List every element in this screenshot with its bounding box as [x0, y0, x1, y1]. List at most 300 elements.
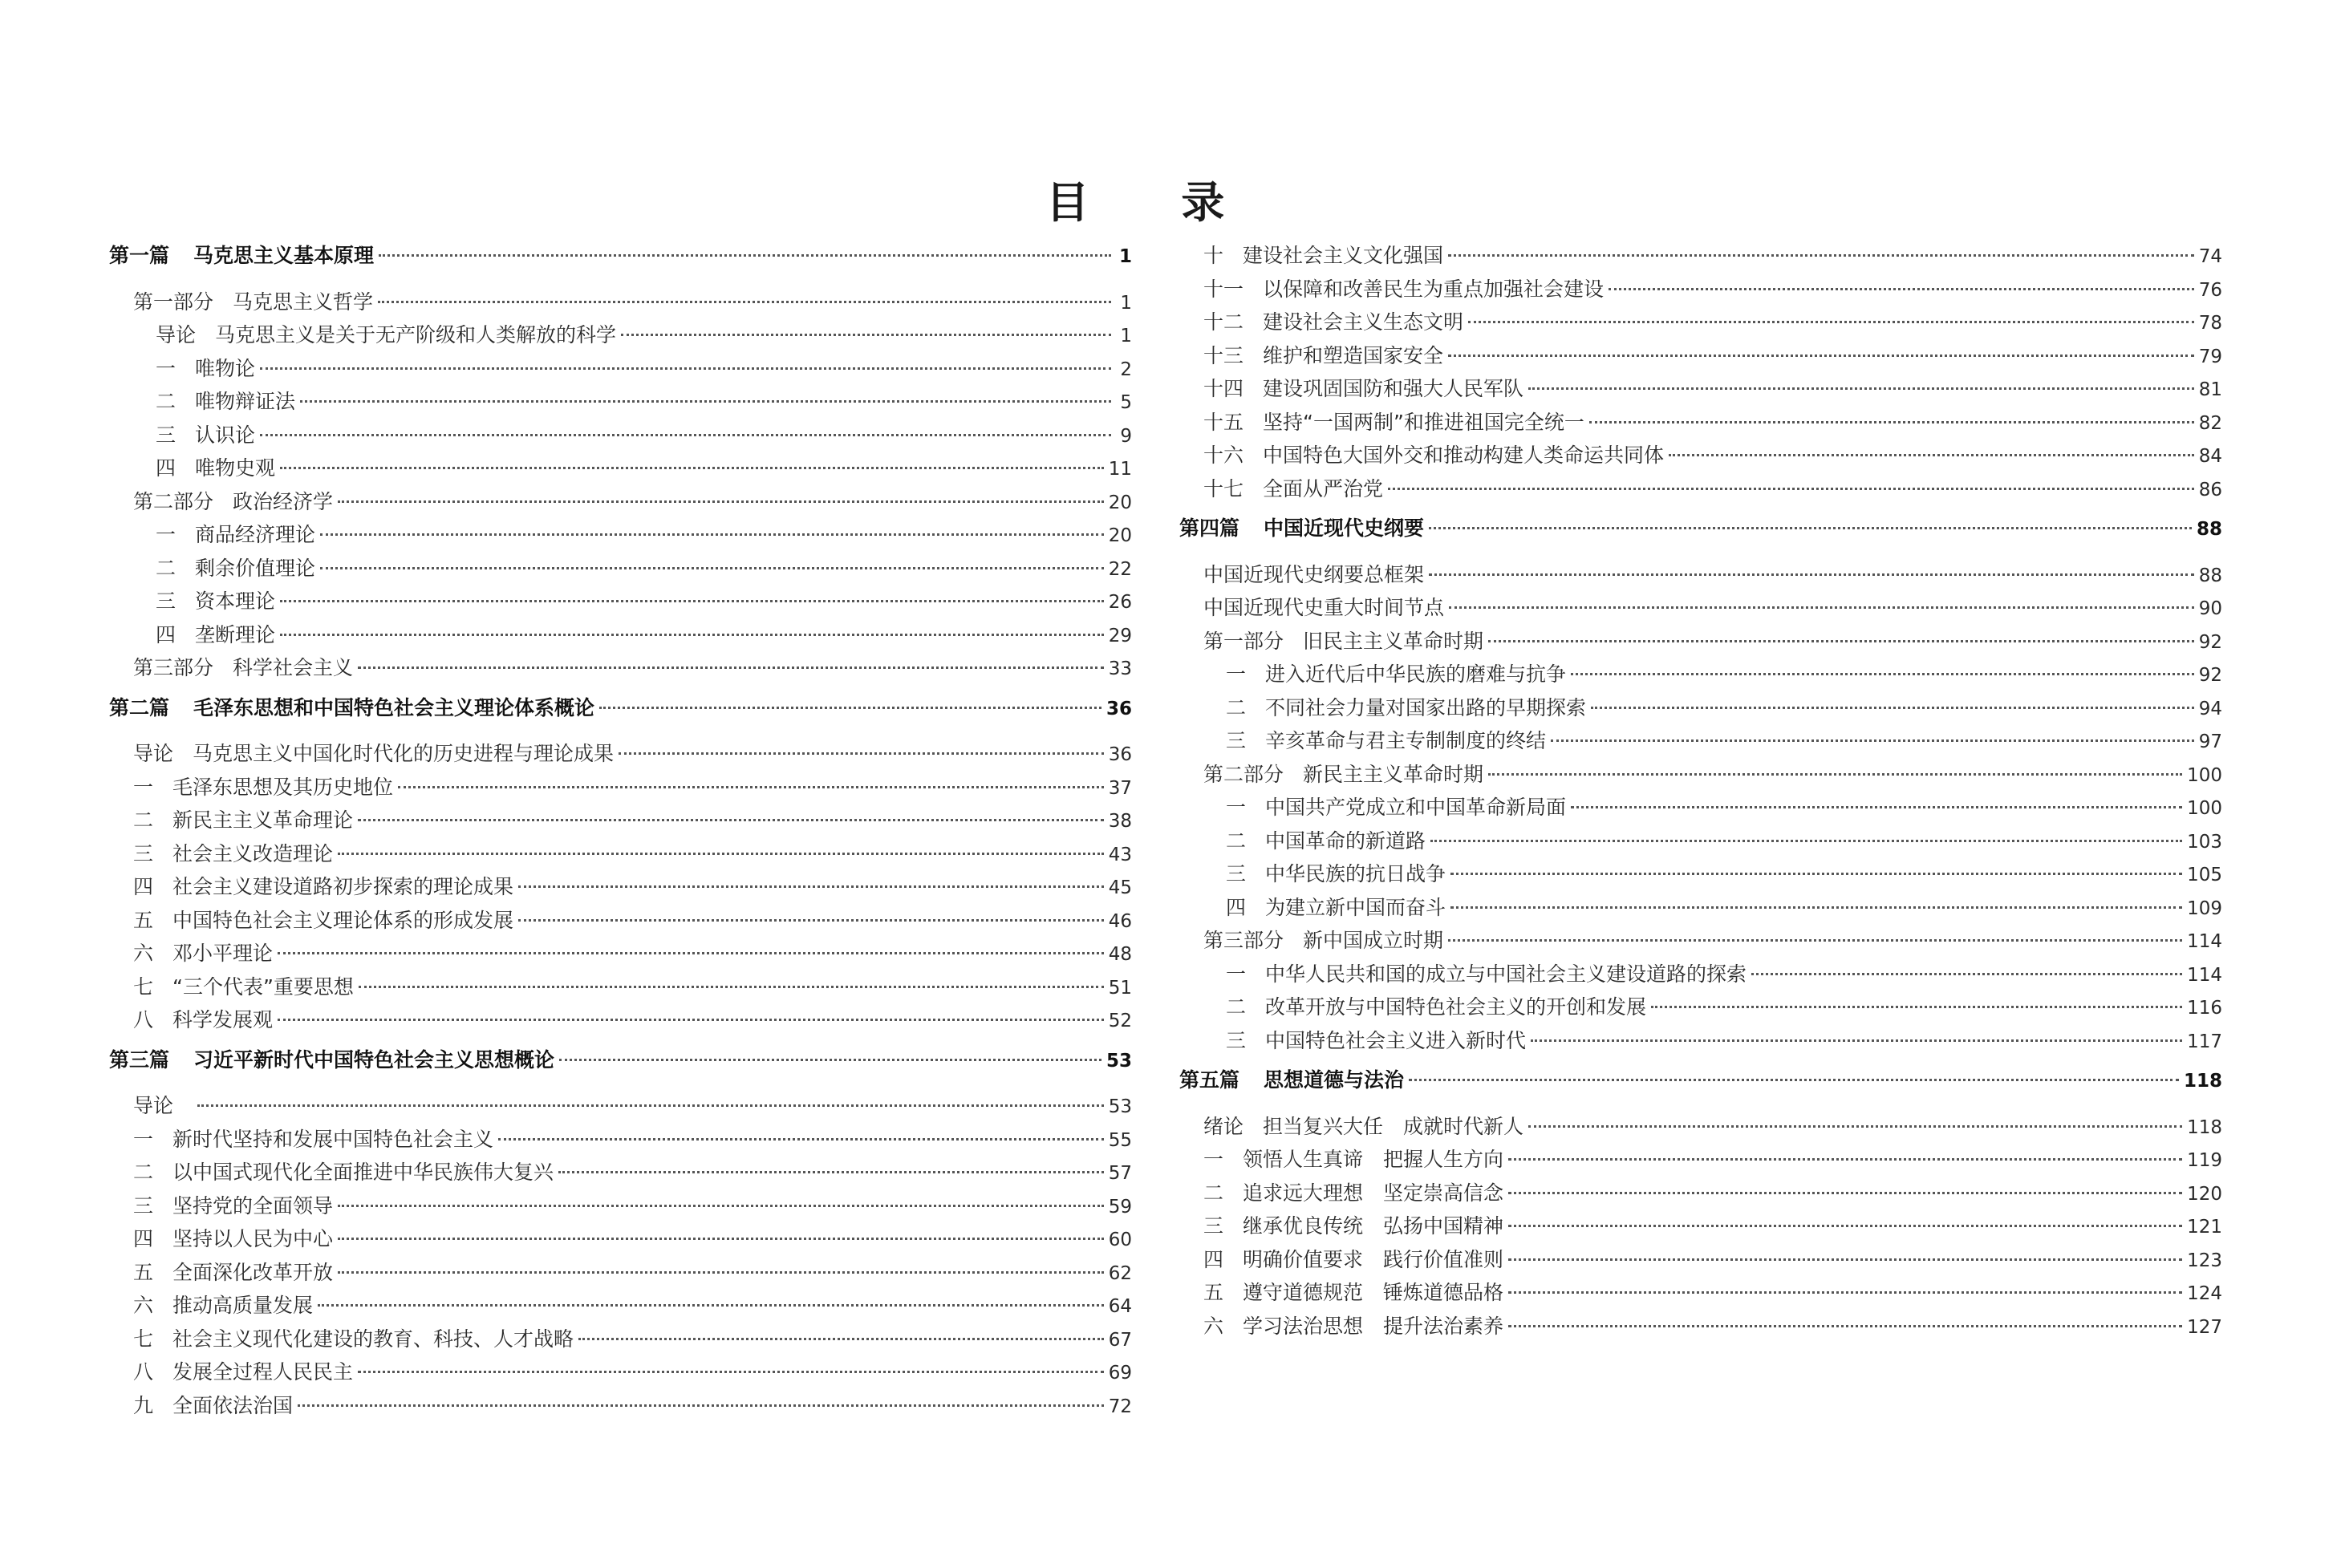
toc-entry-number: 四: [133, 875, 154, 898]
toc-entry[interactable]: [109, 318, 1132, 352]
toc-page-number: 72: [1108, 1396, 1132, 1417]
toc-page-number: 118: [2183, 1071, 2222, 1092]
dot-leader: [1430, 840, 2182, 842]
toc-entry[interactable]: [1179, 758, 2222, 792]
toc-entry-number: 七: [133, 1327, 154, 1351]
toc-entry-number: 十六: [1203, 444, 1244, 467]
toc-entry[interactable]: [1179, 558, 2222, 592]
toc-page-number: 9: [1120, 425, 1132, 447]
toc-entry-number: 第一部分: [133, 290, 214, 314]
dot-leader: [280, 634, 1104, 636]
toc-entry-number: 三: [1226, 1028, 1247, 1052]
toc-page-number: 2: [1120, 359, 1132, 380]
toc-entry-title: 马克思主义哲学: [233, 290, 374, 314]
toc-page-number: 53: [1108, 1096, 1132, 1117]
toc-entry-title: 明确价值要求 践行价值准则: [1243, 1247, 1504, 1271]
toc-entry-title: 为建立新中国而奋斗: [1265, 895, 1446, 919]
toc-page-number: 67: [1108, 1329, 1132, 1351]
toc-entry[interactable]: [1179, 691, 2222, 725]
toc-entry[interactable]: [1179, 273, 2222, 306]
toc-entry-number: 三: [156, 423, 176, 447]
toc-entry[interactable]: [109, 1389, 1132, 1423]
toc-page-number: 117: [2187, 1031, 2222, 1052]
toc-page-number: 48: [1108, 944, 1132, 965]
toc-page-number: 114: [2187, 964, 2222, 986]
toc-entry-title: 全面依法治国: [172, 1393, 294, 1417]
toc-entry-number: 第二部分: [133, 489, 214, 513]
toc-page-number: 20: [1108, 492, 1132, 513]
toc-page-number: 114: [2187, 931, 2222, 952]
toc-entry-title: 资本理论: [195, 590, 276, 613]
dot-leader: [1651, 1006, 2182, 1008]
toc-page-number: 84: [2198, 446, 2222, 467]
dot-leader: [197, 1104, 1104, 1107]
toc-entry[interactable]: [109, 771, 1132, 804]
toc-entry-number: 导论: [133, 742, 174, 765]
toc-entry-title: 毛泽东思想和中国特色社会主义理论体系概论: [193, 695, 595, 719]
dot-leader: [1751, 973, 2182, 975]
dot-leader: [498, 1138, 1104, 1141]
toc-page-number: 127: [2187, 1316, 2222, 1338]
toc-entry-title: 习近平新时代中国特色社会主义思想概论: [193, 1047, 555, 1072]
dot-leader: [1551, 739, 2194, 742]
toc-page-number: 100: [2187, 764, 2222, 786]
dot-leader: [398, 786, 1104, 788]
toc-entry[interactable]: [109, 419, 1132, 452]
toc-entry-title: “三个代表”重要思想: [172, 974, 354, 999]
toc-entry-number: 一: [1226, 962, 1247, 986]
dot-leader: [1508, 1225, 2182, 1227]
toc-part-heading[interactable]: [1179, 512, 2222, 545]
toc-entry[interactable]: [1179, 472, 2222, 506]
toc-entry[interactable]: [1179, 791, 2222, 825]
toc-entry-number: 九: [133, 1393, 154, 1417]
dot-leader: [1488, 773, 2182, 776]
dot-leader: [1531, 1039, 2182, 1042]
toc-page-number: 92: [2198, 665, 2222, 686]
toc-page-number: 118: [2187, 1116, 2222, 1138]
dot-leader: [1591, 707, 2194, 709]
toc-page-number: 57: [1108, 1163, 1132, 1184]
toc-entry-title: 科学社会主义: [233, 656, 354, 679]
toc-page-number: 37: [1108, 777, 1132, 799]
dot-leader: [358, 667, 1104, 669]
dot-leader: [1669, 454, 2194, 456]
dot-leader: [1571, 673, 2194, 675]
toc-entry[interactable]: [109, 485, 1132, 519]
toc-right-column: [1179, 239, 2222, 1343]
toc-part-heading[interactable]: [109, 239, 1132, 273]
dot-leader: [1528, 1125, 2182, 1128]
toc-page-number: 26: [1108, 592, 1132, 613]
toc-entry-title: 中国近现代史重大时间节点: [1203, 596, 1445, 619]
toc-entry-number: 六: [1203, 1314, 1224, 1338]
toc-page-number: 38: [1108, 811, 1132, 832]
dot-leader: [1388, 488, 2194, 490]
toc-entry-number: 导论: [133, 1094, 174, 1117]
toc-entry-number: 四: [156, 622, 176, 646]
toc-entry[interactable]: [1179, 591, 2222, 625]
toc-entry-title: 中国特色社会主义进入新时代: [1265, 1028, 1527, 1052]
toc-entry[interactable]: [109, 1123, 1132, 1157]
toc-page-number: 1: [1120, 326, 1132, 346]
toc-page-number: 62: [1108, 1262, 1132, 1284]
toc-entry-number: 四: [133, 1227, 154, 1250]
dot-leader: [260, 434, 1111, 436]
dot-leader: [280, 467, 1104, 469]
toc-page-number: 45: [1108, 877, 1132, 898]
toc-entry-number: 二: [156, 556, 176, 580]
toc-page-number: 51: [1108, 977, 1132, 999]
toc-entry[interactable]: [109, 651, 1132, 685]
toc-entry-number: 三: [1203, 1214, 1224, 1238]
page-title: 目 录: [1045, 177, 1264, 228]
toc-entry[interactable]: [1179, 372, 2222, 406]
toc-entry-number: 第三部分: [1203, 929, 1284, 952]
toc-page-number: 20: [1108, 525, 1132, 546]
toc-entry-title: 中华民族的抗日战争: [1265, 862, 1446, 885]
toc-entry[interactable]: [1179, 958, 2222, 991]
toc-entry[interactable]: [1179, 339, 2222, 373]
toc-entry-title: 社会主义改造理论: [172, 841, 334, 865]
toc-entry-title: 中国特色大国外交和推动构建人类命运共同体: [1263, 444, 1665, 467]
toc-part-heading[interactable]: [109, 1043, 1132, 1077]
toc-entry-number: 十: [1203, 244, 1224, 267]
toc-entry-title: 垄断理论: [195, 622, 276, 646]
toc-entry-number: 第一部分: [1203, 629, 1284, 653]
toc-entry[interactable]: [109, 1089, 1132, 1123]
toc-entry-title: 商品经济理论: [195, 523, 316, 546]
dot-leader: [1609, 288, 2194, 290]
toc-page-number: 69: [1108, 1363, 1132, 1384]
toc-page-number: 120: [2187, 1183, 2222, 1205]
dot-leader: [518, 919, 1104, 922]
toc-entry-title: 新时代坚持和发展中国特色社会主义: [172, 1127, 494, 1151]
toc-entry-title: 唯物史观: [195, 456, 276, 480]
toc-entry-number: 十四: [1203, 377, 1244, 400]
toc-entry[interactable]: [1179, 439, 2222, 472]
toc-entry[interactable]: [109, 1355, 1132, 1389]
toc-entry-number: 三: [133, 1193, 154, 1218]
toc-entry-number: 一: [1226, 796, 1247, 819]
dot-leader: [1450, 873, 2182, 875]
dot-leader: [1409, 1079, 2179, 1081]
toc-entry-title: 坚持以人民为中心: [172, 1227, 334, 1250]
toc-entry[interactable]: [1179, 1024, 2222, 1058]
toc-entry[interactable]: [109, 585, 1132, 618]
toc-entry[interactable]: [1179, 306, 2222, 339]
toc-entry[interactable]: [109, 1156, 1132, 1189]
toc-entry-title: 建设社会主义文化强国: [1243, 244, 1444, 267]
dot-leader: [1448, 355, 2194, 357]
toc-entry[interactable]: [1179, 239, 2222, 273]
toc-entry-title: 科学发展观: [172, 1008, 274, 1031]
dot-leader: [280, 600, 1104, 602]
toc-entry-title: 唯物辩证法: [195, 390, 296, 413]
toc-entry-number: 第一篇: [109, 244, 170, 267]
dot-leader: [318, 1304, 1104, 1307]
toc-entry-title: 中国革命的新道路: [1265, 829, 1426, 853]
toc-page-number: 74: [2198, 246, 2222, 267]
dot-leader: [518, 885, 1104, 888]
toc-entry-title: 不同社会力量对国家出路的早期探索: [1265, 695, 1587, 719]
toc-page-number: 55: [1108, 1129, 1132, 1151]
toc-entry-title: 思想道德与法治: [1264, 1068, 1405, 1092]
toc-entry-title: 邓小平理论: [172, 942, 274, 965]
toc-page-number: 109: [2187, 897, 2222, 919]
toc-entry[interactable]: [109, 1323, 1132, 1356]
toc-entry[interactable]: [1179, 625, 2222, 658]
toc-entry-title: 改革开放与中国特色社会主义的开创和发展: [1265, 995, 1647, 1019]
toc-entry-title: 建设社会主义生态文明: [1263, 310, 1464, 334]
toc-entry-number: 三: [156, 590, 176, 613]
toc-entry[interactable]: [109, 352, 1132, 386]
toc-entry-title: 坚持党的全面领导: [172, 1193, 334, 1218]
dot-leader: [1429, 573, 2194, 576]
toc-entry-number: 第四篇: [1179, 517, 1240, 540]
dot-leader: [320, 533, 1104, 536]
toc-entry[interactable]: [109, 452, 1132, 485]
toc-entry-number: 七: [133, 974, 154, 999]
toc-entry[interactable]: [1179, 991, 2222, 1024]
toc-entry-title: 发展全过程人民民主: [172, 1360, 354, 1384]
dot-leader: [338, 853, 1104, 855]
toc-page-number: 29: [1108, 625, 1132, 646]
toc-entry-title: 领悟人生真谛 把握人生方向: [1243, 1148, 1504, 1171]
toc-entry-number: 十一: [1203, 277, 1244, 301]
toc-page-number: 121: [2187, 1217, 2222, 1238]
toc-entry-title: 毛泽东思想及其历史地位: [172, 775, 394, 799]
toc-entry[interactable]: [1179, 1143, 2222, 1177]
toc-entry[interactable]: [1179, 857, 2222, 891]
toc-entry[interactable]: [1179, 724, 2222, 758]
toc-page-number: 5: [1120, 392, 1132, 413]
toc-entry-number: 一: [1226, 662, 1247, 686]
toc-page-number: 36: [1106, 698, 1132, 719]
toc-page-number: 100: [2187, 798, 2222, 819]
toc-entry-title: 维护和塑造国家安全: [1263, 343, 1444, 367]
toc-entry[interactable]: [109, 518, 1132, 552]
toc-page-number: 82: [2198, 412, 2222, 434]
toc-page-number: 119: [2187, 1150, 2222, 1171]
toc-entry[interactable]: [109, 1289, 1132, 1323]
toc-page-number: 53: [1106, 1050, 1132, 1072]
toc-entry[interactable]: [1179, 658, 2222, 691]
dot-leader: [1508, 1291, 2182, 1294]
toc-entry-number: 导论: [156, 323, 197, 346]
toc-page-number: 22: [1108, 558, 1132, 580]
dot-leader: [621, 334, 1111, 336]
dot-leader: [358, 819, 1104, 821]
toc-page-number: 116: [2187, 998, 2222, 1019]
toc-entry-number: 四: [156, 456, 176, 480]
toc-left-column: [109, 239, 1132, 1422]
dot-leader: [1448, 939, 2182, 942]
toc-entry[interactable]: [1179, 1276, 2222, 1310]
toc-page-number: 79: [2198, 346, 2222, 367]
toc-entry-title: 剩余价值理论: [195, 556, 316, 580]
toc-entry[interactable]: [1179, 1209, 2222, 1243]
toc-page-number: 52: [1108, 1011, 1132, 1031]
toc-entry-number: 十二: [1203, 310, 1244, 334]
toc-entry-title: 以中国式现代化全面推进中华民族伟大复兴: [172, 1161, 554, 1184]
toc-entry-title: 全面深化改革开放: [172, 1260, 334, 1284]
dot-leader: [619, 752, 1104, 755]
toc-page-number: 78: [2198, 313, 2222, 334]
dot-leader: [1450, 906, 2182, 909]
toc-entry[interactable]: [109, 970, 1132, 1004]
toc-entry[interactable]: [109, 937, 1132, 970]
toc-entry-title: 政治经济学: [233, 489, 334, 513]
toc-entry-title: 马克思主义是关于无产阶级和人类解放的科学: [215, 323, 617, 346]
toc-part-heading[interactable]: [109, 691, 1132, 725]
toc-entry[interactable]: [109, 385, 1132, 419]
toc-page-number: 43: [1108, 844, 1132, 865]
toc-entry[interactable]: [1179, 924, 2222, 958]
toc-page-number: 94: [2198, 698, 2222, 719]
toc-entry-number: 绪论: [1203, 1114, 1244, 1138]
toc-entry[interactable]: [1179, 1110, 2222, 1144]
toc-entry-title: 建设巩固国防和强大人民军队: [1263, 377, 1524, 400]
toc-entry[interactable]: [109, 1189, 1132, 1223]
toc-entry-number: 三: [1226, 862, 1247, 885]
toc-entry-number: 八: [133, 1008, 154, 1031]
toc-entry[interactable]: [109, 1222, 1132, 1256]
dot-leader: [378, 301, 1111, 303]
toc-entry-title: 全面从严治党: [1263, 476, 1384, 500]
toc-entry-number: 一: [1203, 1148, 1224, 1171]
toc-entry[interactable]: [109, 552, 1132, 585]
toc-page-number: 92: [2198, 631, 2222, 653]
dot-leader: [1528, 387, 2194, 390]
toc-page-number: 123: [2187, 1250, 2222, 1271]
toc-entry-number: 一: [156, 523, 176, 546]
toc-page-number: 86: [2198, 479, 2222, 500]
dot-leader: [1571, 806, 2182, 808]
toc-entry-number: 二: [156, 390, 176, 413]
toc-entry[interactable]: [1179, 1243, 2222, 1277]
toc-entry-number: 三: [133, 841, 154, 865]
toc-entry[interactable]: [109, 804, 1132, 837]
toc-entry[interactable]: [1179, 406, 2222, 440]
dot-leader: [278, 952, 1104, 954]
toc-entry-number: 八: [133, 1360, 154, 1384]
toc-page-number: 59: [1108, 1196, 1132, 1218]
toc-entry-title: 进入近代后中华民族的磨难与抗争: [1265, 662, 1567, 686]
toc-entry-title: 辛亥革命与君主专制制度的终结: [1265, 729, 1547, 752]
toc-page-number: 36: [1108, 744, 1132, 765]
toc-page-number: 90: [2198, 598, 2222, 619]
toc-entry-number: 二: [1226, 995, 1247, 1019]
toc-entry-number: 十三: [1203, 343, 1244, 367]
toc-page-number: 1: [1120, 292, 1132, 314]
toc-entry-number: 四: [1203, 1247, 1224, 1271]
toc-page-number: 88: [2196, 519, 2222, 540]
dot-leader: [278, 1019, 1104, 1021]
dot-leader: [358, 1371, 1104, 1373]
dot-leader: [559, 1059, 1101, 1061]
toc-entry-number: 第三篇: [109, 1047, 170, 1072]
dot-leader: [379, 254, 1111, 257]
toc-entry[interactable]: [109, 904, 1132, 938]
toc-entry-title: 担当复兴大任 成就时代新人: [1263, 1114, 1524, 1138]
toc-entry[interactable]: [109, 737, 1132, 771]
dot-leader: [300, 400, 1111, 403]
toc-entry-title: 新民主主义革命时期: [1303, 762, 1484, 786]
dot-leader: [1508, 1158, 2182, 1161]
toc-entry-number: 二: [133, 808, 154, 832]
toc-entry-title: 遵守道德规范 锤炼道德品格: [1243, 1281, 1504, 1304]
toc-page-number: 105: [2187, 865, 2222, 885]
toc-entry-number: 五: [1203, 1281, 1224, 1304]
toc-page-number: 97: [2198, 731, 2222, 752]
toc-entry[interactable]: [1179, 1310, 2222, 1343]
toc-entry-title: 继承优良传统 弘扬中国精神: [1243, 1214, 1504, 1238]
toc-entry[interactable]: [109, 286, 1132, 319]
toc-entry-number: 二: [1226, 829, 1247, 853]
toc-entry-number: 第二部分: [1203, 762, 1284, 786]
dot-leader: [260, 367, 1111, 370]
toc-part-heading[interactable]: [1179, 1064, 2222, 1097]
dot-leader: [338, 1205, 1104, 1207]
dot-leader: [558, 1171, 1104, 1173]
toc-page-number: 103: [2187, 831, 2222, 853]
dot-leader: [1429, 527, 2192, 529]
toc-entry-title: 认识论: [195, 423, 256, 447]
toc-entry-title: 马克思主义基本原理: [193, 244, 375, 267]
toc-entry-number: 二: [1226, 695, 1247, 719]
toc-entry-number: 第二篇: [109, 695, 170, 719]
dot-leader: [1449, 606, 2194, 609]
toc-entry[interactable]: [1179, 1177, 2222, 1210]
toc-entry-title: 旧民主主义革命时期: [1303, 629, 1484, 653]
toc-entry[interactable]: [109, 837, 1132, 871]
toc-page-number: 88: [2198, 565, 2222, 586]
toc-entry-number: 第三部分: [133, 656, 214, 679]
dot-leader: [1589, 421, 2194, 423]
toc-page-number: 11: [1108, 459, 1132, 480]
toc-entry-number: 六: [133, 942, 154, 965]
toc-entry-number: 六: [133, 1294, 154, 1317]
toc-entry-number: 一: [133, 775, 154, 799]
toc-entry[interactable]: [109, 870, 1132, 904]
toc-entry-title: 以保障和改善民生为重点加强社会建设: [1263, 277, 1605, 301]
toc-entry-title: 中国近现代史纲要: [1264, 517, 1425, 540]
toc-entry-number: 三: [1226, 729, 1247, 752]
toc-entry-title: 推动高质量发展: [172, 1294, 314, 1317]
toc-entry[interactable]: [109, 1003, 1132, 1037]
dot-leader: [578, 1338, 1104, 1340]
toc-entry[interactable]: [109, 1256, 1132, 1290]
toc-page-number: 81: [2198, 379, 2222, 400]
toc-entry-title: 社会主义建设道路初步探索的理论成果: [172, 875, 514, 898]
dot-leader: [338, 1271, 1104, 1274]
toc-entry-title: 中华人民共和国的成立与中国社会主义建设道路的探索: [1265, 962, 1747, 986]
toc-entry[interactable]: [109, 618, 1132, 652]
toc-page-number: 33: [1108, 658, 1132, 679]
toc-entry[interactable]: [1179, 825, 2222, 858]
toc-entry[interactable]: [1179, 891, 2222, 925]
toc-page-number: 60: [1108, 1230, 1132, 1250]
toc-entry-number: 十七: [1203, 476, 1244, 500]
toc-entry-number: 一: [156, 356, 176, 380]
toc-entry-number: 四: [1226, 895, 1247, 919]
toc-page-number: 64: [1108, 1296, 1132, 1317]
toc-page-number: 76: [2198, 279, 2222, 301]
dot-leader: [320, 567, 1104, 569]
dot-leader: [1508, 1258, 2182, 1261]
toc-entry-number: 二: [1203, 1181, 1224, 1205]
